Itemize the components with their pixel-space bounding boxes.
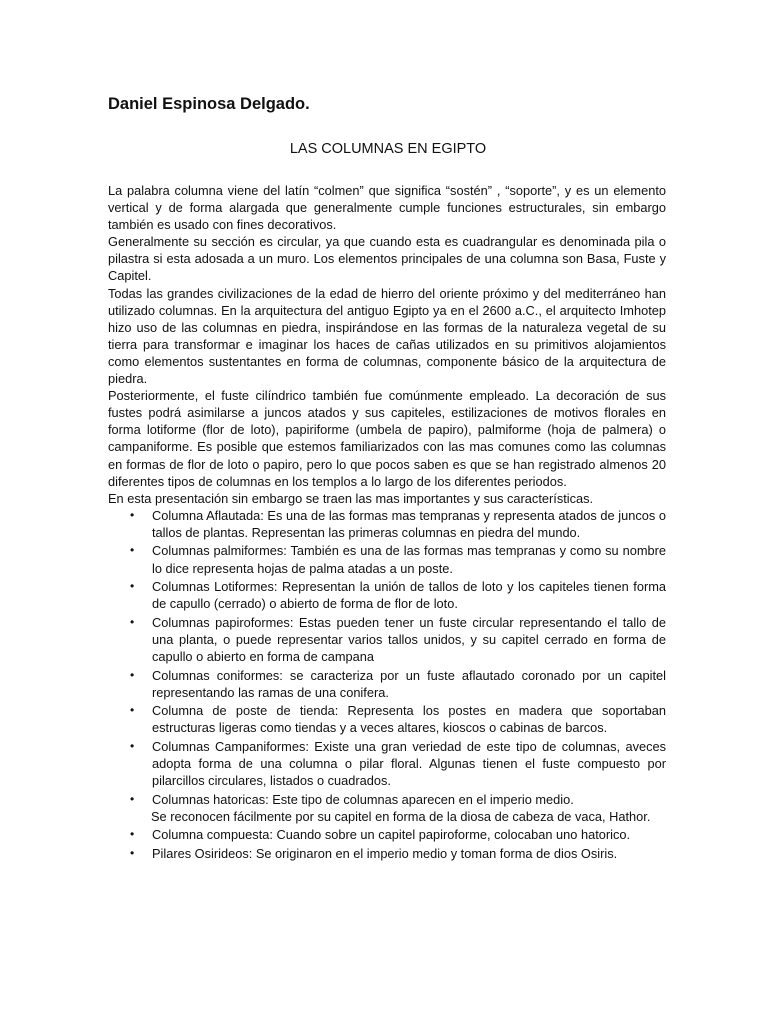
list-item [108, 791, 666, 825]
list-item-text: Pilares Osirideos: Se originaron en el imperio medio y toman forma de dios Osiris. [152, 846, 618, 862]
paragraph-definition: La palabra columna viene del latín “colmen” que significa “sostén” , “soporte”, y es un elemento vertical y de forma alargada que generalmente cumple funciones estructurales, sin embargo también es usado con fines decorativos. [108, 183, 666, 233]
bullet-icon: • [130, 846, 135, 861]
bullet-icon: • [130, 543, 135, 558]
list-item-continuation: Se reconocen fácilmente por su capitel en forma de la diosa de cabeza de vaca, Hathor. [151, 808, 651, 824]
document-body [108, 182, 666, 862]
bullet-icon: • [130, 579, 135, 594]
list-item-text: Columnas coniformes: se caracteriza por un fuste aflautado coronado por un capitel representando las ramas de una conifera. [152, 667, 666, 700]
list-item-text: Columnas papiroformes: Estas pueden tener un fuste circular representando el tallo de una planta, o puede representar varios tallos unidos, y su capitel cerrado en forma de capullo o abierto en forma de campana [152, 614, 666, 665]
list-item [108, 542, 666, 576]
list-item [108, 578, 666, 612]
list-item-text: Columnas hatoricas: Este tipo de columnas aparecen en el imperio medio. [152, 791, 574, 807]
list-item-text: Columna compuesta: Cuando sobre un capitel papiroforme, colocaban uno hatorico. [152, 827, 631, 843]
bullet-icon: • [130, 791, 135, 806]
list-item [108, 614, 666, 665]
list-item [108, 507, 666, 541]
list-item [108, 702, 666, 736]
list-item-text: Columna Aflautada: Es una de las formas mas tempranas y representa atados de juncos o tallos de plantas. Representan las primeras columnas en piedra del mundo. [152, 507, 666, 540]
list-item-text: Columnas Campaniformes: Existe una gran veriedad de este tipo de columnas, aveces adopta forma de una columna o pilar floral. Algunas tienen el fuste compuesto por pilarcillos circulares, listados o cuadrados. [152, 739, 666, 789]
bullet-icon: • [130, 827, 135, 842]
list-item [108, 826, 666, 843]
paragraph-section: Generalmente su sección es circular, ya que cuando esta es cuadrangular es denominada pila o pilastra si esta adosada a un muro. Los elementos principales de una columna son Basa, Fuste y Capitel. [108, 234, 666, 284]
bullet-icon: • [130, 667, 135, 682]
document-title: LAS COLUMNAS EN EGIPTO [289, 141, 487, 157]
column-types-list [108, 507, 666, 862]
paragraph-decoration: Posteriormente, el fuste cilíndrico también fue comúnmente empleado. La decoración de sus fustes podrá asimilarse a juncos atados y sus capiteles, estilizaciones de motivos florales en forma lotiforme (flor de loto), papiriforme (umbela de papiro), palmiforme (hoja de palmera) o campaniforme. Es posible que estemos familiarizados con las mas comunes como las columnas en formas de flor de loto o papiro, pero lo que pocos saben es que se han registrado almenos 20 diferentes tipos de columnas en los templos a lo largo de los diferentes periodos. [108, 388, 666, 489]
bullet-icon: • [130, 507, 135, 522]
paragraph-history: Todas las grandes civilizaciones de la edad de hierro del oriente próximo y del mediterráneo han utilizado columnas. En la arquitectura del antiguo Egipto ya en el 2600 a.C., el arquitecto Imhotep hizo uso de las columnas en piedra, inspirándose en las formas de la naturaleza vegetal de su tierra para transformar e imaginar los haces de cañas utilizados en su primitivos alojamientos como elementos sustentantes en forma de columnas, componente básico de la arquitectura de piedra. [108, 285, 666, 387]
list-item [108, 667, 666, 701]
bullet-icon: • [130, 703, 135, 718]
list-item-text: Columnas palmiformes: También es una de las formas mas tempranas y como su nombre lo dice representa hojas de palma atadas a un poste. [152, 543, 666, 576]
list-item-text: Columnas Lotiformes: Representan la unión de tallos de loto y los capiteles tienen forma de capullo (cerrado) o abierto de forma de flor de loto. [152, 579, 666, 612]
bullet-icon: • [130, 739, 135, 753]
author-name: Daniel Espinosa Delgado. [108, 95, 310, 113]
list-item [108, 738, 666, 789]
paragraph-intro-list: En esta presentación sin embargo se traen las mas importantes y sus características. [108, 490, 594, 506]
list-item-text: Columna de poste de tienda: Representa los postes en madera que soportaban estructuras ligeras como tiendas y a veces altares, kioscos o cabinas de barcos. [152, 703, 666, 736]
list-item [108, 845, 666, 862]
bullet-icon: • [130, 614, 135, 629]
